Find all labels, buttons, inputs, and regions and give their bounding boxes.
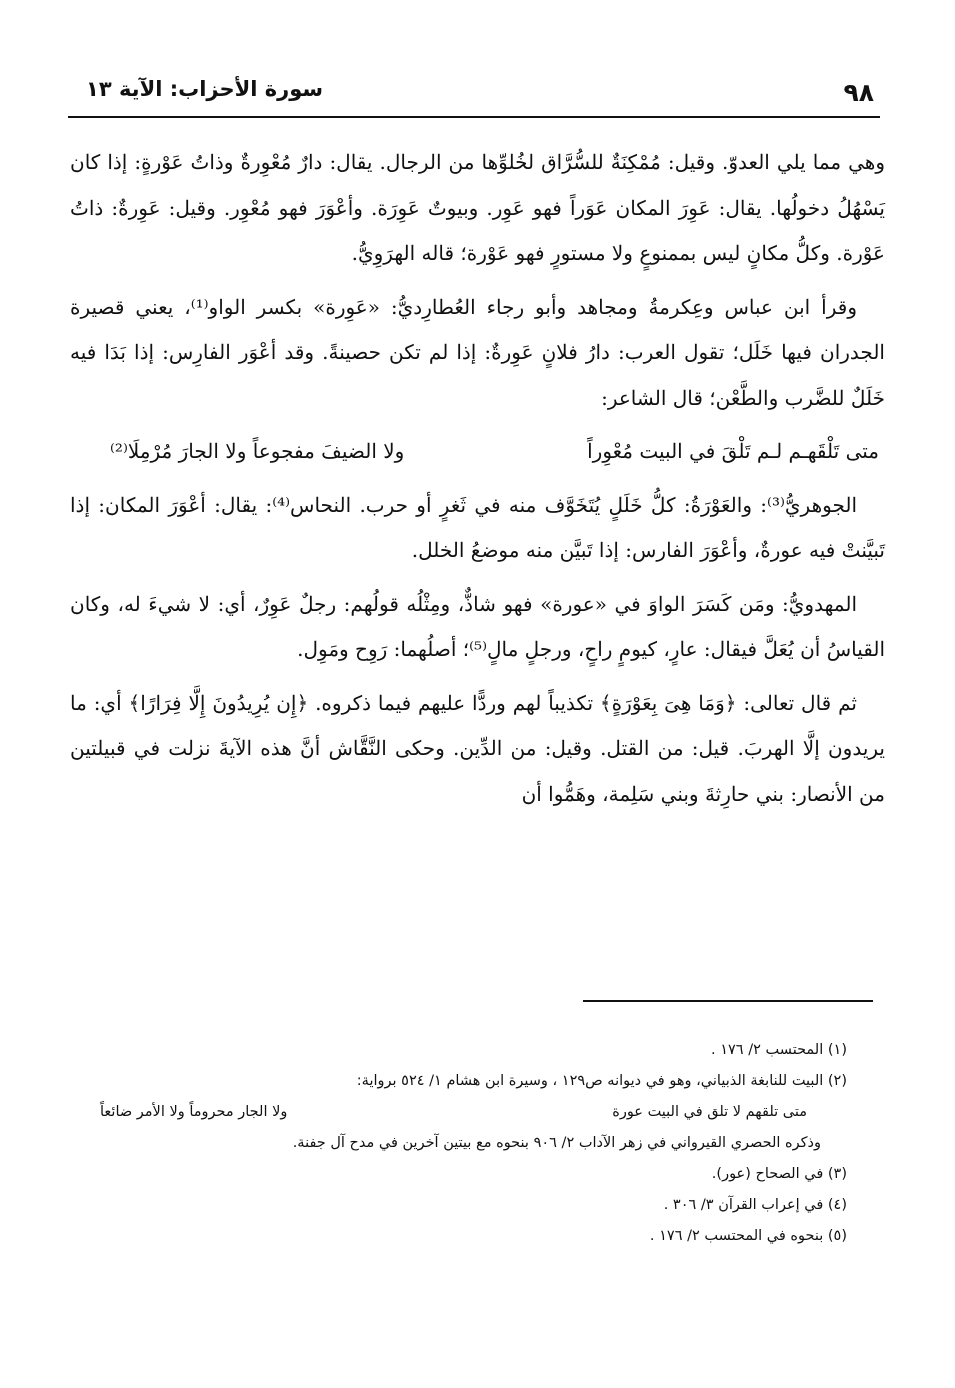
page-number: ٩٨	[843, 78, 874, 107]
poetry-verse	[70, 429, 885, 475]
paragraph: ثم قال تعالى: ﴿وَمَا هِىَ بِعَوْرَةٍ﴾ تكذيباً لهم وردًّا عليهم فيما ذكروه. ﴿إِن يُرِيدُونَ إِلَّا فِرَارًا﴾ أي: ما يريدون إلَّا الهربَ. قيل: من القتل. وقيل: من الدِّين. وحكى النَّقَّاش أنَّ هذه الآيةَ نزلت في قبيلتين من الأنصار: بني حارِثةَ وبني سَلِمة، وهَمُّوا أن	[70, 690, 885, 806]
paragraph: وهي مما يلي العدوّ. وقيل: مُمْكِنَةٌ للسُّرَّاق لخُلوِّها من الرجال. يقال: دارٌ مُعْوِرةٌ وذاتُ عَوْرةٍ: إذا كان يَسْهُلُ دخولُها. يقال: عَوِرَ المكان عَوَراً فهو عَوِر. وبيوتٌ عَوِرَة. وأعْوَرَ فهو مُعْوِر. وقيل: عَوِرةٌ: ذاتُ عَوْرة. وكلُّ مكانٍ ليس بممنوعٍ ولا مستورٍ فهو عَوْرة؛ قاله الهرَوِيُّ.	[70, 150, 885, 265]
paragraph: وقرأ ابن عباس وعِكرمةُ ومجاهد وأبو رجاء العُطارِديُّ: «عَوِرة» بكسر الواو⁽¹⁾، يعني قصيرة الجدران فيها خَلَل؛ تقول العرب: دارُ فلانٍ عَوِرةٌ: إذا لم تكن حصينةً. وقد أعْوَر الفارِس: إذا بَدَا فيه خَلَلٌ للضَّرب والطَّعْن؛ قال الشاعر:	[70, 294, 885, 410]
verse-second-hemistich: ولا الضيفَ مفجوعاً ولا الجارَ مُرْمِلَا⁽²⁾	[110, 439, 405, 463]
running-header	[68, 72, 880, 118]
footnotes	[80, 1035, 847, 1252]
footnote-divider	[583, 1000, 873, 1002]
paragraph: المهدويُّ: ومَن كَسَرَ الواوَ في «عورة» فهو شاذٌّ، ومِثْلُه قولُهم: رجلٌ عَوِرٌ، أي: لا شيءَ له، وكان القياسُ أن يُعَلَّ فيقال: عارٍ، كيومٍ راحٍ، ورجلٍ مالٍ⁽⁵⁾؛ أصلُهما: رَوِح ومَوِل.	[70, 591, 885, 661]
footnote-continuation: وذكره الحصري القيرواني في زهر الآداب ٢/ ٩٠٦ بنحوه مع بيتين آخرين في مدح آل جفنة.	[292, 1135, 821, 1151]
footnote-verse	[80, 1097, 847, 1128]
footnote-verse-second: ولا الجار محروماً ولا الأمر ضائعاً	[100, 1104, 288, 1120]
footnote: (١) المحتسب ٢/ ١٧٦ .	[711, 1042, 847, 1058]
main-text	[70, 140, 885, 825]
footnote: (٣) في الصحاح (عور).	[711, 1166, 847, 1182]
footnote: (٤) في إعراب القرآن ٣/ ٣٠٦ .	[663, 1197, 847, 1213]
footnote-verse-first: متى تلقهم لا تلق في البيت عورة	[612, 1104, 807, 1120]
footnote: (٥) بنحوه في المحتسب ٢/ ١٧٦ .	[649, 1228, 847, 1244]
surah-title: سورة الأحزاب: الآية ١٣	[86, 77, 324, 101]
footnote: (٢) البيت للنابغة الذبياني، وهو في ديوانه ص١٢٩ ، وسيرة ابن هشام ١/ ٥٢٤ برواية:	[356, 1073, 847, 1089]
verse-first-hemistich: متى تَلْقَهـم لـم تَلْقَ في البيت مُعْوِراً	[587, 439, 879, 463]
paragraph: الجوهريُّ⁽³⁾: والعَوْرَةُ: كلُّ خَلَلٍ يُتَخَوَّف منه في ثَغرٍ أو حرب. النحاس⁽⁴⁾: يقال: أعْوَرَ المكان: إذا تَبيَّنتْ فيه عورةٌ، وأعْوَرَ الفارس: إذا تَبيَّن منه موضعُ الخلل.	[70, 492, 885, 562]
